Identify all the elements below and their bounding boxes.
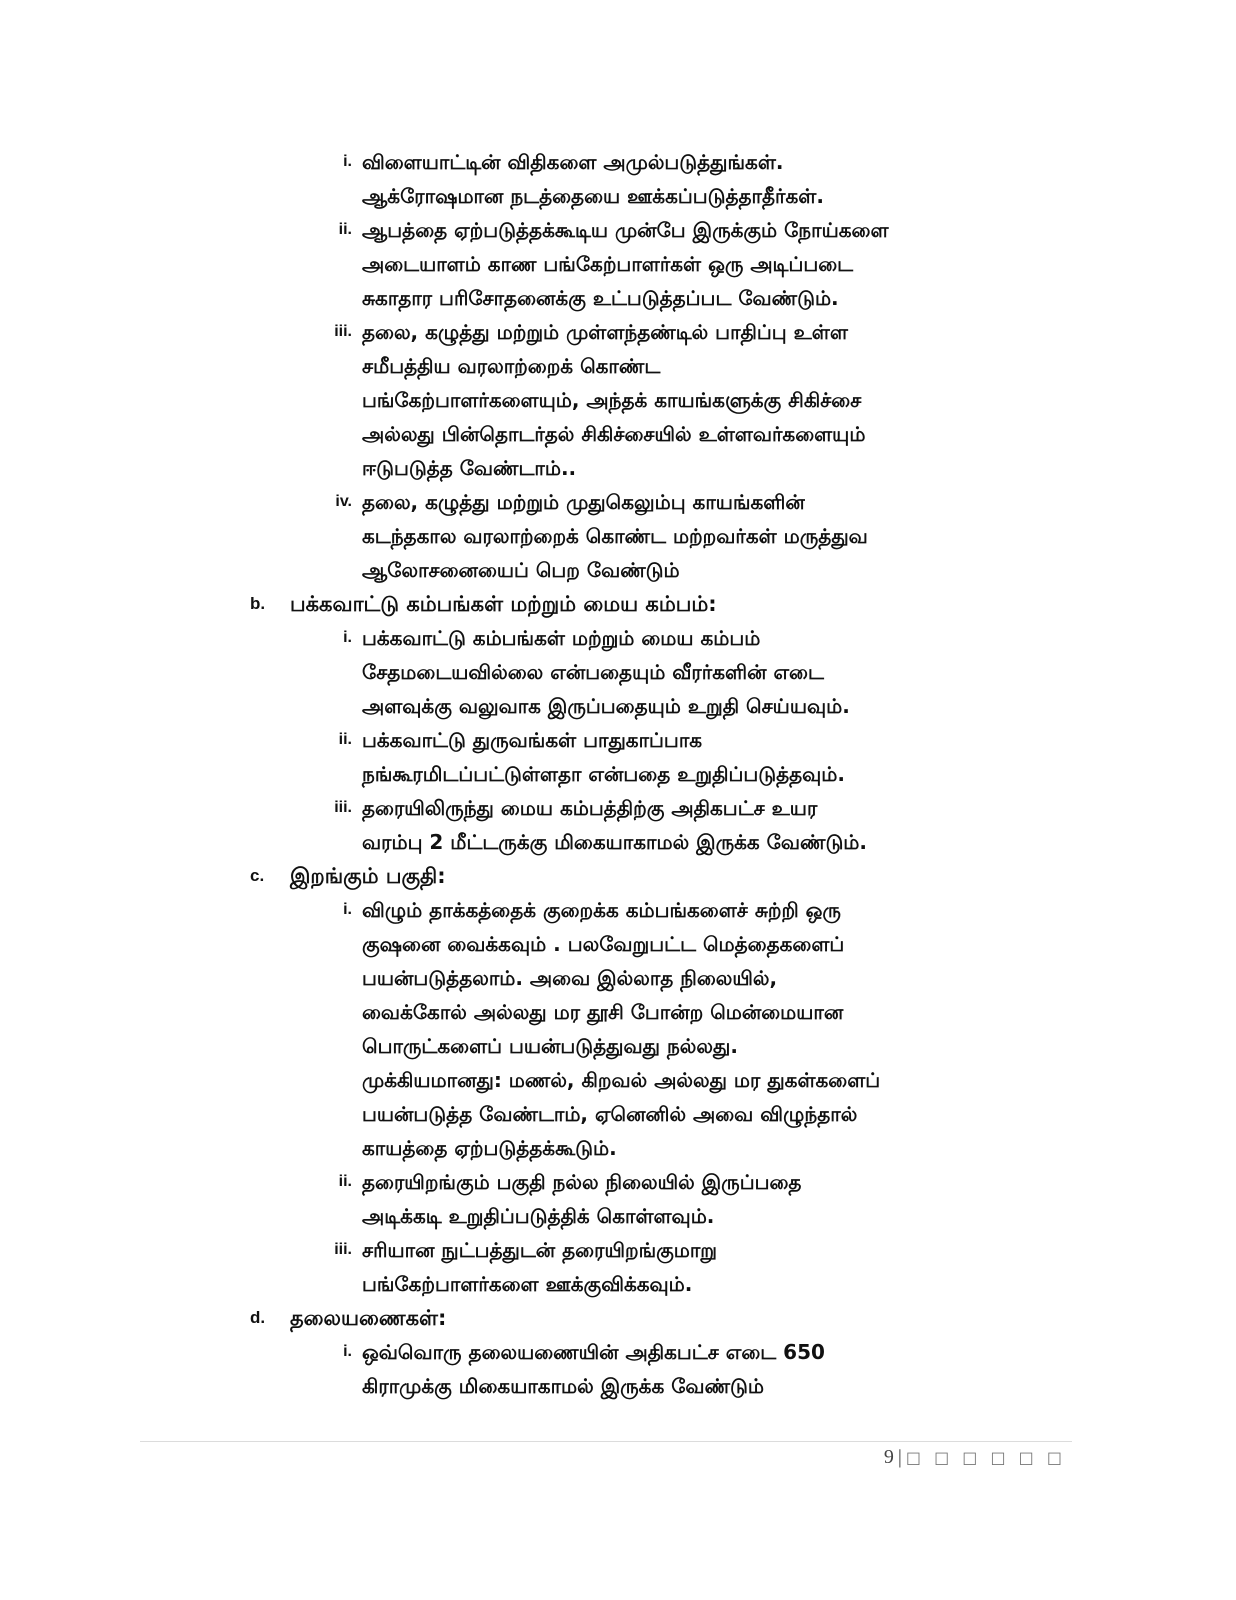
list-item-line: பக்கவாட்டு துருவங்கள் பாதுகாப்பாக <box>362 728 703 752</box>
list-item-marker: iii. <box>334 799 352 816</box>
section-list <box>0 621 1236 859</box>
section-title: தலையணைகள்: <box>290 1306 447 1330</box>
list-item-line: தரையிறங்கும் பகுதி நல்ல நிலையில் இருப்பதை <box>362 1170 802 1194</box>
list-item-marker: i. <box>343 1343 352 1360</box>
list-item-line: குஷனை வைக்கவும் . பலவேறுபட்ட மெத்தைகளைப் <box>362 932 845 956</box>
list-item-marker: i. <box>343 629 352 646</box>
page-number: 9 <box>883 1446 894 1468</box>
list-item-line: அல்லது பின்தொடர்தல் சிகிச்சையில் உள்ளவர்களையும் <box>362 422 866 446</box>
footer-separator: | <box>897 1446 902 1468</box>
list-item-line: அடையாளம் காண பங்கேற்பாளர்கள் ஒரு அடிப்படை <box>362 252 854 276</box>
list-item-line: விளையாட்டின் விதிகளை அமுல்படுத்துங்கள். <box>362 150 784 174</box>
list-item <box>343 145 1082 213</box>
list-item-line: பங்கேற்பாளர்களையும், அந்தக் காயங்களுக்கு சிகிச்சை <box>362 388 862 412</box>
section-list <box>0 893 1236 1301</box>
list-item-marker: i. <box>343 901 352 918</box>
list-item-line: விழும் தாக்கத்தைக் குறைக்க கம்பங்களைச் சுற்றி ஒரு <box>362 898 841 922</box>
list-item-line: வைக்கோல் அல்லது மர தூசி போன்ற மென்மையான <box>362 1000 844 1024</box>
list-item-line: பயன்படுத்தலாம். அவை இல்லாத நிலையில், <box>362 966 778 990</box>
list-item-line: காயத்தை ஏற்படுத்தக்கூடும். <box>362 1136 617 1160</box>
list-item-marker: ii. <box>338 731 352 748</box>
list-item <box>334 1233 1082 1301</box>
section-marker: d. <box>250 1308 266 1327</box>
list-item <box>335 485 1082 587</box>
list-item-marker: iii. <box>334 323 352 340</box>
list-item-line: ஆபத்தை ஏற்படுத்தக்கூடிய முன்பே இருக்கும் நோய்களை <box>362 218 889 242</box>
list-item-line: முக்கியமானது: மணல், கிறவல் அல்லது மர துகள்களைப் <box>362 1068 881 1092</box>
footer-divider <box>140 1441 1072 1442</box>
list-item <box>343 893 1082 1165</box>
footer-label: □ □ □ □ □ □ <box>905 1448 1066 1467</box>
section-marker: b. <box>250 594 266 613</box>
list-item <box>338 213 1082 315</box>
list-item-line: பங்கேற்பாளர்களை ஊக்குவிக்கவும். <box>362 1272 693 1296</box>
list-item-marker: ii. <box>338 1173 352 1190</box>
list-item-line: சமீபத்திய வரலாற்றைக் கொண்ட <box>362 354 661 378</box>
list-item-line: ஒவ்வொரு தலையணையின் அதிகபட்ச எடை 650 <box>362 1340 825 1364</box>
list-item <box>334 791 1082 859</box>
list-item-line: பயன்படுத்த வேண்டாம், ஏனெனில் அவை விழுந்தால் <box>362 1102 858 1126</box>
list-item-line: பொருட்களைப் பயன்படுத்துவது நல்லது. <box>362 1034 738 1058</box>
document-body <box>0 145 1236 1403</box>
section-list <box>0 1335 1236 1403</box>
list-item <box>338 1165 1082 1233</box>
list-item-line: தரையிலிருந்து மைய கம்பத்திற்கு அதிகபட்ச உயர <box>362 796 818 820</box>
list-item-line: தலை, கழுத்து மற்றும் முள்ளந்தண்டில் பாதிப்பு உள்ள <box>362 320 848 344</box>
section-heading <box>250 1301 1236 1335</box>
list-item-line: கடந்தகால வரலாற்றைக் கொண்ட மற்றவர்கள் மருத்துவ <box>362 524 868 548</box>
list-item-line: ஆக்ரோஷமான நடத்தையை ஊக்கப்படுத்தாதீர்கள். <box>362 184 824 208</box>
list-item <box>338 723 1082 791</box>
section-heading <box>250 587 1236 621</box>
list-item-line: ஈடுபடுத்த வேண்டாம்.. <box>362 456 577 480</box>
list-item <box>334 315 1082 485</box>
list-item-marker: iv. <box>335 493 352 510</box>
list-item-line: தலை, கழுத்து மற்றும் முதுகெலும்பு காயங்களின் <box>362 490 805 514</box>
list-item-line: கிராமுக்கு மிகையாகாமல் இருக்க வேண்டும் <box>362 1374 764 1398</box>
page-footer <box>884 1446 1066 1469</box>
list-item <box>343 1335 1082 1403</box>
list-item-line: வரம்பு 2 மீட்டருக்கு மிகையாகாமல் இருக்க வேண்டும். <box>362 830 867 854</box>
section-marker: c. <box>250 866 265 885</box>
list-item-marker: i. <box>343 153 352 170</box>
list-item-marker: iii. <box>334 1241 352 1258</box>
list-item <box>343 621 1082 723</box>
list-item-line: அடிக்கடி உறுதிப்படுத்திக் கொள்ளவும். <box>362 1204 715 1228</box>
list-item-marker: ii. <box>338 221 352 238</box>
list-item-line: நங்கூரமிடப்பட்டுள்ளதா என்பதை உறுதிப்படுத்தவும். <box>362 762 845 786</box>
list-item-line: பக்கவாட்டு கம்பங்கள் மற்றும் மைய கம்பம் <box>362 626 761 650</box>
section-list <box>0 145 1236 587</box>
list-item-line: ஆலோசனையைப் பெற வேண்டும் <box>362 558 680 582</box>
list-item-line: அளவுக்கு வலுவாக இருப்பதையும் உறுதி செய்யவும். <box>362 694 850 718</box>
section-heading <box>250 859 1236 893</box>
list-item-line: சேதமடையவில்லை என்பதையும் வீரர்களின் எடை <box>362 660 824 684</box>
section-title: பக்கவாட்டு கம்பங்கள் மற்றும் மைய கம்பம்: <box>290 592 717 616</box>
list-item-line: சுகாதார பரிசோதனைக்கு உட்படுத்தப்பட வேண்டும். <box>362 286 839 310</box>
section-title: இறங்கும் பகுதி: <box>290 864 446 888</box>
list-item-line: சரியான நுட்பத்துடன் தரையிறங்குமாறு <box>362 1238 718 1262</box>
